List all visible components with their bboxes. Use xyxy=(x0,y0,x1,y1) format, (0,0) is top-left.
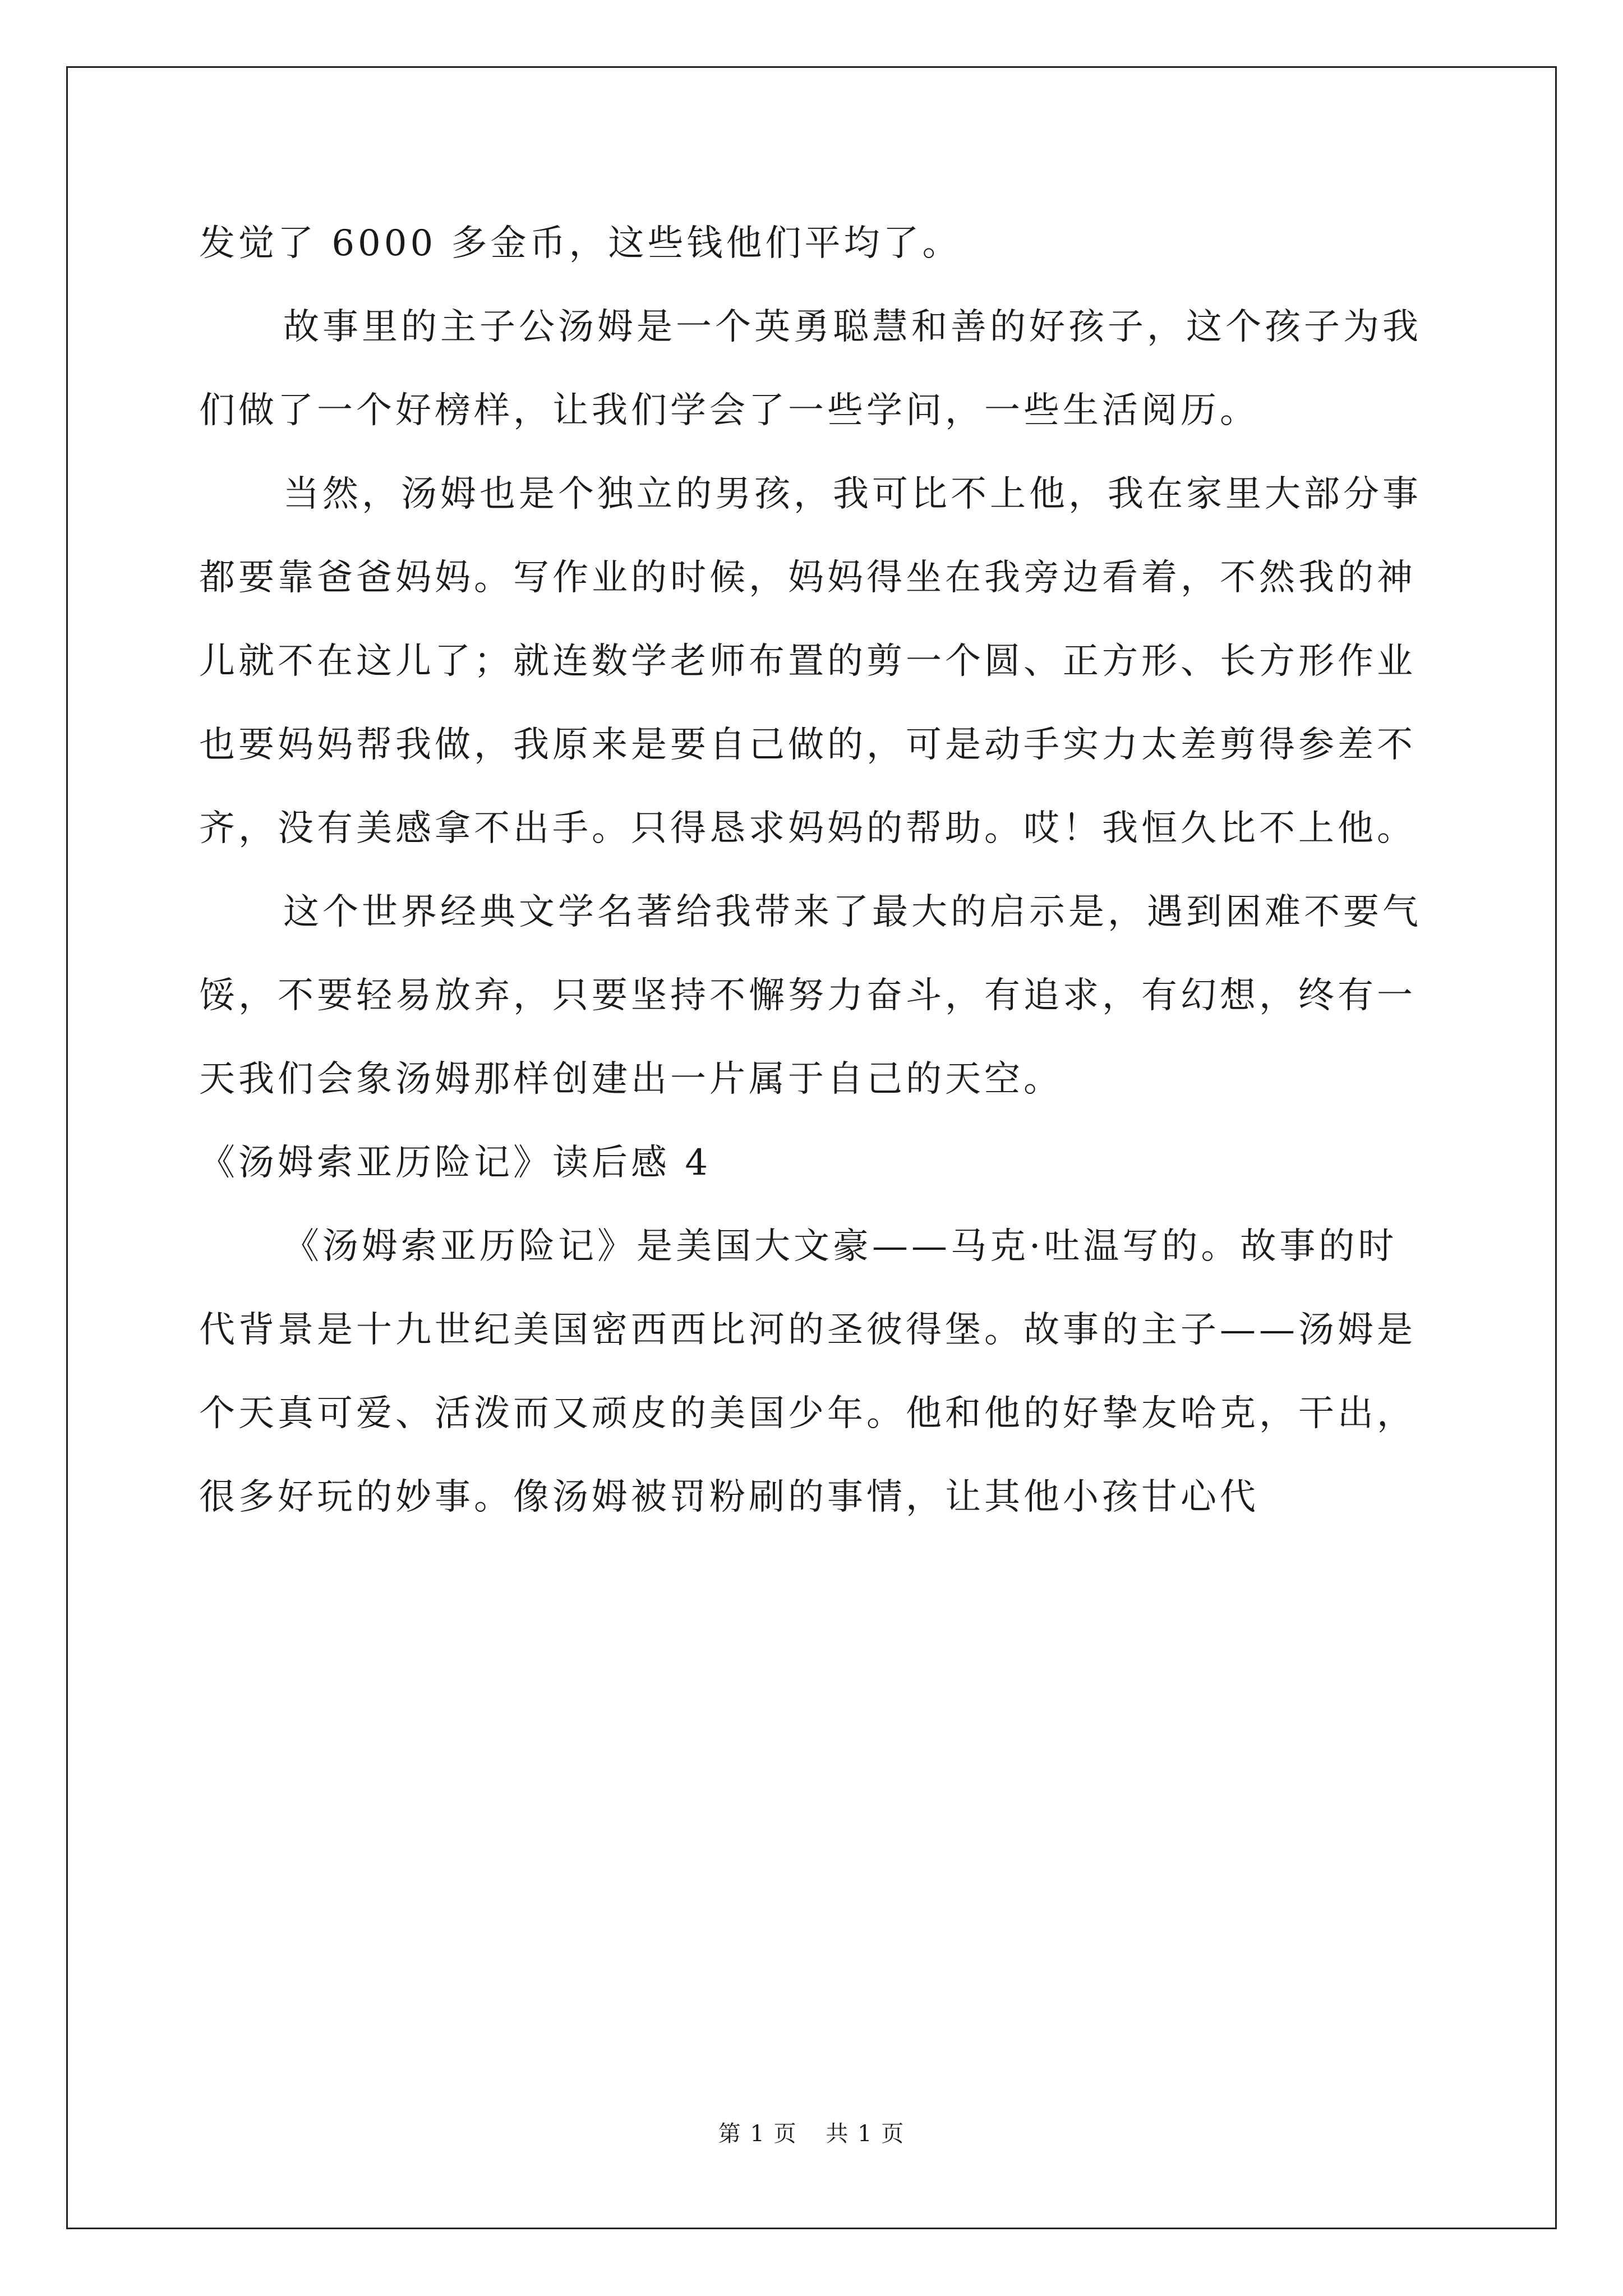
document-body xyxy=(199,202,1427,1539)
page-total: 共 1 页 xyxy=(826,2121,905,2147)
page-number: 第 1 页 xyxy=(718,2121,797,2147)
paragraph-3: 当然，汤姆也是个独立的男孩，我可比不上他，我在家里大部分事都要靠爸爸妈妈。写作业的时候，妈妈得坐在我旁边看着，不然我的神儿就不在这儿了；就连数学老师布置的剪一个圆、正方形、长方形作业也要妈妈帮我做，我原来是要自己做的，可是动手实力太差剪得参差不齐，没有美感拿不出手。只得恳求妈妈的帮助。哎！我恒久比不上他。 xyxy=(199,473,1422,849)
paragraph-1: 发觉了 6000 多金币，这些钱他们平均了。 xyxy=(199,223,962,264)
page-footer xyxy=(0,2116,1623,2148)
paragraph-2: 故事里的主子公汤姆是一个英勇聪慧和善的好孩子，这个孩子为我们做了一个好榜样，让我们学会了一些学问，一些生活阅历。 xyxy=(199,306,1422,431)
section-heading: 《汤姆索亚历险记》读后感 4 xyxy=(199,1142,712,1184)
paragraph-4: 这个世界经典文学名著给我带来了最大的启示是，遇到困难不要气馁，不要轻易放弃，只要坚持不懈努力奋斗，有追求，有幻想，终有一天我们会象汤姆那样创建出一片属于自己的天空。 xyxy=(199,891,1422,1100)
paragraph-5: 《汤姆索亚历险记》是美国大文豪——马克·吐温写的。故事的时代背景是十九世纪美国密西西比河的圣彼得堡。故事的主子——汤姆是个天真可爱、活泼而又顽皮的美国少年。他和他的好挚友哈克，干出，很多好玩的妙事。像汤姆被罚粉刷的事情，让其他小孩甘心代 xyxy=(199,1226,1416,1518)
